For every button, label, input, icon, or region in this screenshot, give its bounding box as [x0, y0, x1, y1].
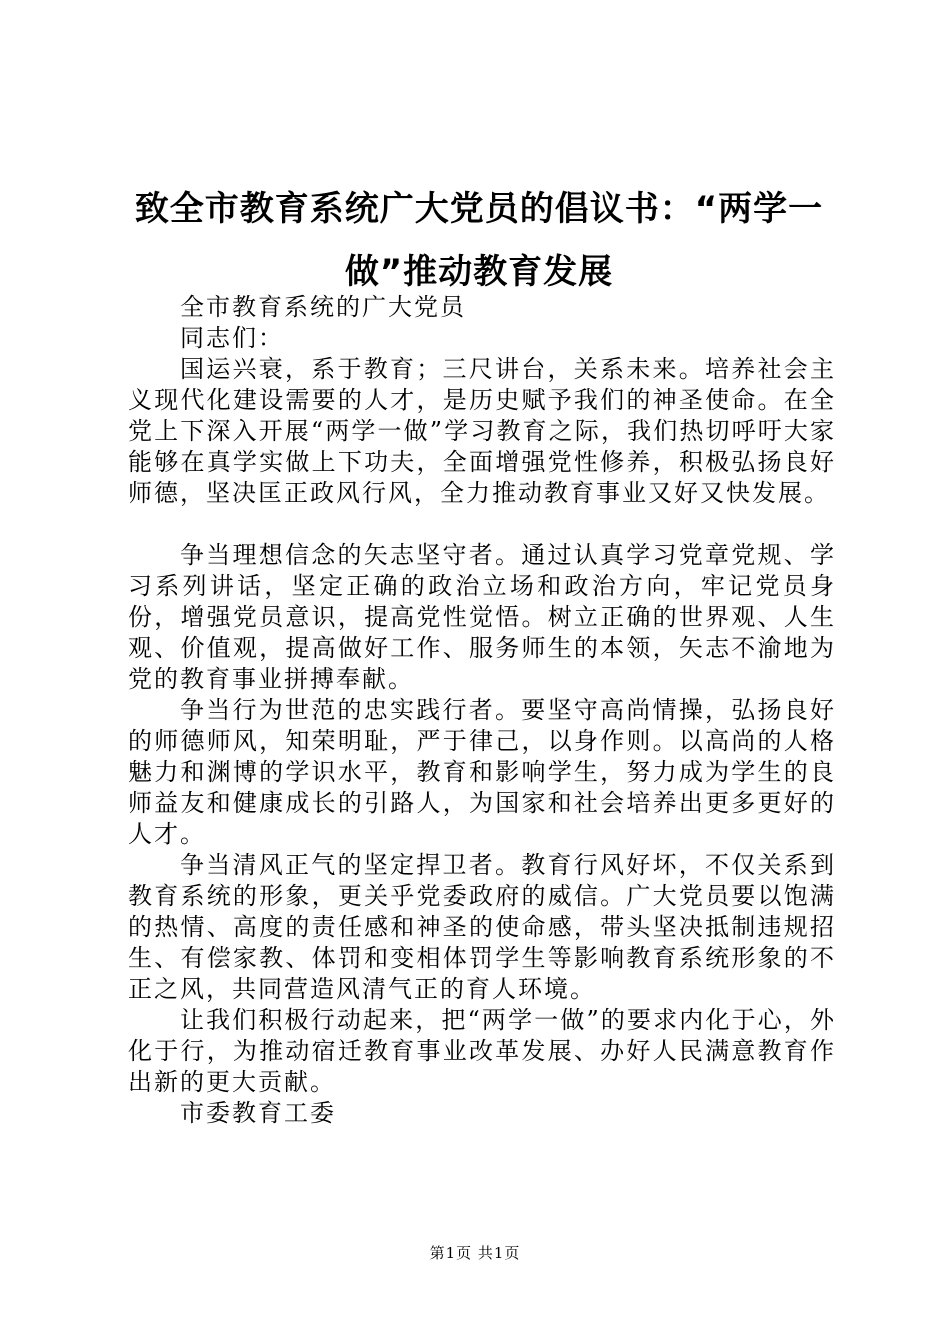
- signature: 市委教育工委: [180, 1099, 336, 1127]
- salutation-recipients: 全市教育系统的广大党员: [180, 293, 466, 321]
- paragraph-call-to-action: 让我们积极行动起来，把“两学一做”的要求内化于心，外化于行，为推动宿迁教育事业改革发展、办好人民满意教育作出新的更大贡献。: [128, 1006, 836, 1096]
- paragraph-integrity: 争当清风正气的坚定捍卫者。教育行风好坏，不仅关系到教育系统的形象，更关乎党委政府的威信。广大党员要以饱满的热情、高度的责任感和神圣的使命感，带头坚决抵制违规招生、有偿家教、体罚和变相体罚学生等影响教育系统形象的不正之风，共同营造风清气正的育人环境。: [128, 851, 836, 1003]
- title-line-1: 致全市教育系统广大党员的倡议书：“两学一: [134, 189, 824, 229]
- paragraph-intro: 国运兴衰，系于教育；三尺讲台，关系未来。培养社会主义现代化建设需要的人才，是历史赋予我们的神圣使命。在全党上下深入开展“两学一做”学习教育之际，我们热切呼吁大家能够在真学实做上下功夫，全面增强党性修养，积极弘扬良好师德，坚决匡正政风行风，全力推动教育事业又好又快发展。: [128, 355, 836, 507]
- paragraph-ideals: 争当理想信念的矢志坚守者。通过认真学习党章党规、学习系列讲话，坚定正确的政治立场和政治方向，牢记党员身份，增强党员意识，提高党性觉悟。树立正确的世界观、人生观、价值观，提高做好工作、服务师生的本领，矢志不渝地为党的教育事业拼搏奉献。: [128, 541, 836, 693]
- paragraph-conduct: 争当行为世范的忠实践行者。要坚守高尚情操，弘扬良好的师德师风，知荣明耻，严于律己，以身作则。以高尚的人格魅力和渊博的学识水平，教育和影响学生，努力成为学生的良师益友和健康成长的引路人，为国家和社会培养出更多更好的人才。: [128, 696, 836, 848]
- title-line-2: 做”推动教育发展: [344, 252, 614, 292]
- document-body: [128, 292, 836, 1129]
- salutation-greeting: 同志们：: [180, 324, 284, 352]
- document-title: [118, 178, 840, 304]
- page-footer: [0, 1242, 950, 1263]
- page-number: 第1页 共1页: [429, 1244, 521, 1262]
